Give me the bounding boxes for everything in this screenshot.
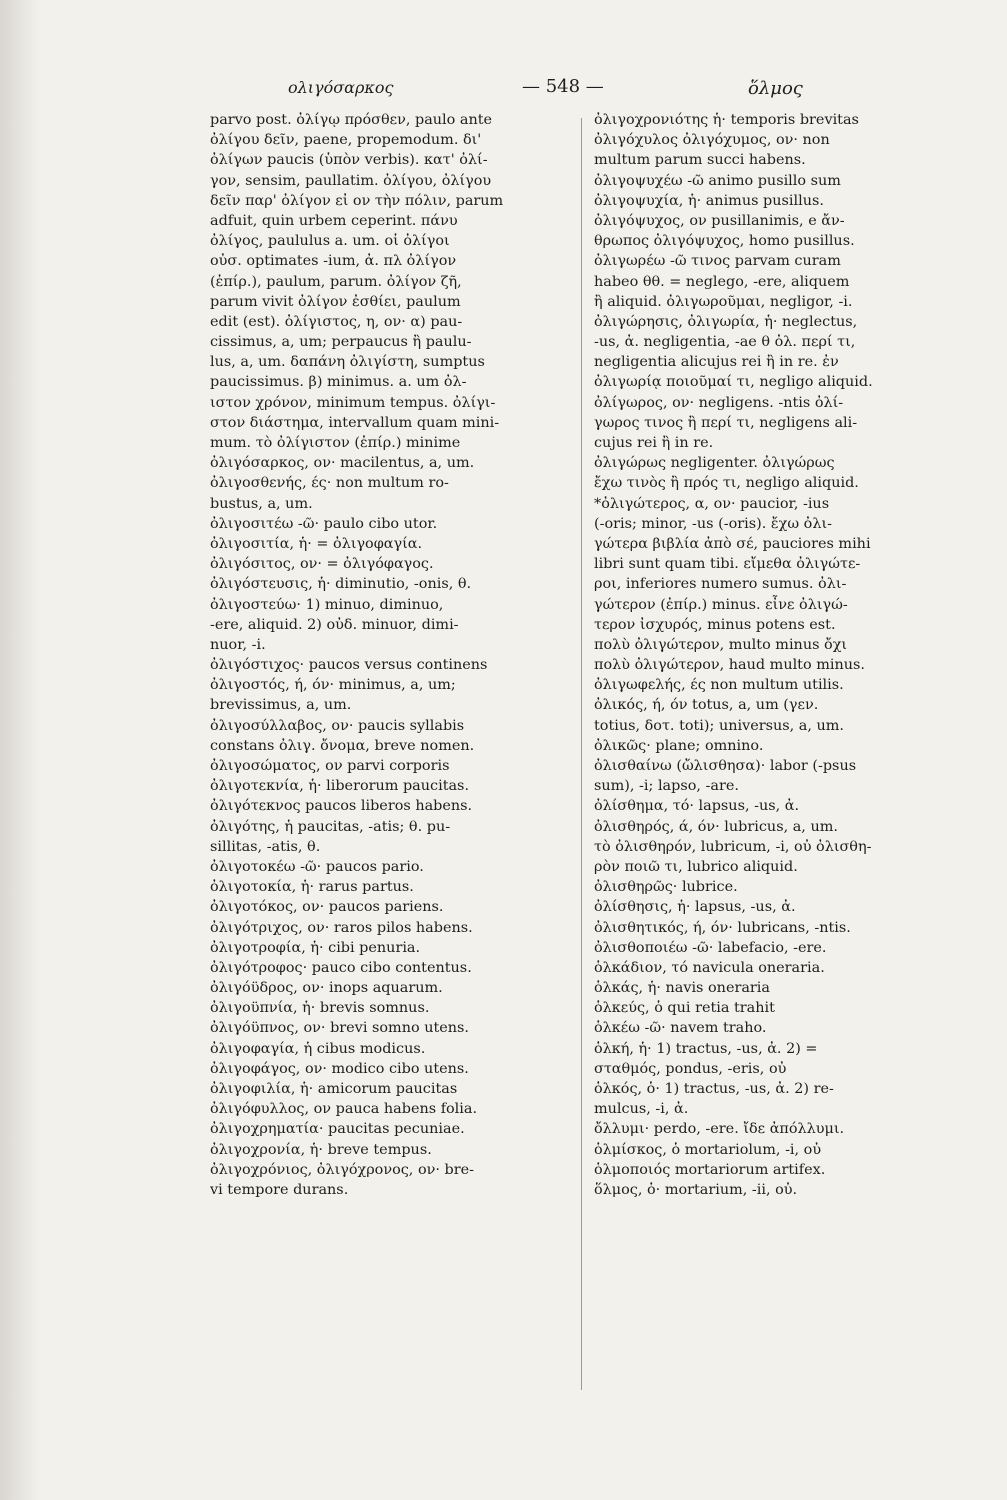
entry-line: ὀλιγοσιτέω -ῶ· paulo cibo utor. xyxy=(210,515,438,532)
entry-line: ὀλιγοστεύω· 1) minuo, diminuo, xyxy=(210,596,444,613)
entry-line: γώτερον (ἐπίρ.) minus. εἶνε ὀλιγώ- xyxy=(594,596,848,613)
entry-line: ὄλλυμι· perdo, -ere. ἴδε ἀπόλλυμι. xyxy=(594,1121,845,1138)
page-number: — 548 — xyxy=(522,76,604,97)
entry-line: ὀλιγοσιτία, ἡ· = ὀλιγοφαγία. xyxy=(210,535,423,552)
entry-line: ὀλιγόχυλος ὀλιγόχυμος, ον· non xyxy=(594,132,830,149)
entry-line: τερον ἰσχυρός, minus potens est. xyxy=(594,616,836,633)
entry-line: ὅλμος, ὁ· mortarium, -ii, οὐ. xyxy=(594,1181,798,1198)
entry-line: ὁλκάς, ἡ· navis oneraria xyxy=(594,980,770,997)
entry-line: ὁλμίσκος, ὁ mortariolum, -i, οὐ xyxy=(594,1141,822,1158)
entry-line: ὀλιγοχρηματία· paucitas pecuniae. xyxy=(210,1121,465,1138)
entry-line: *ὀλιγώτερος, α, ον· paucior, -ius xyxy=(594,495,830,512)
entry-line: ὀλιγόστιχος· paucos versus continens xyxy=(210,657,488,674)
entry-line: vi tempore durans. xyxy=(210,1181,349,1198)
entry-line: ὀλίγος, paululus a. um. οἱ ὀλίγοι xyxy=(210,233,450,250)
entry-line: constans ὀλιγ. ὄνομα, breve nomen. xyxy=(210,737,475,754)
entry-line: multum parum succi habens. xyxy=(594,152,806,169)
entry-line: ὀλιγότροφος· pauco cibo contentus. xyxy=(210,959,472,976)
entry-line: ὀλιγοτεκνία, ἡ· liberorum paucitas. xyxy=(210,778,470,795)
entry-line: ὁλκεύς, ὁ qui retia trahit xyxy=(594,1000,775,1017)
entry-line: θρωπος ὀλιγόψυχος, homo pusillus. xyxy=(594,233,855,250)
entry-line: ὀλιγοτοκία, ἡ· rarus partus. xyxy=(210,879,414,896)
entry-line: ὀλισθηρός, ά, όν· lubricus, a, um. xyxy=(594,818,838,835)
entry-line: bustus, a, um. xyxy=(210,495,313,512)
entry-line: ὀλιγωφελής, ές non multum utilis. xyxy=(594,677,844,694)
entry-line: ὀλίγων paucis (ὑπὸν verbis). κατ' ὀλί- xyxy=(210,152,488,169)
entry-line: ὀλιγότεκνος paucos liberos habens. xyxy=(210,798,473,815)
left-running-head: ολιγόσαρκος xyxy=(288,78,394,97)
entry-line: ὀλιγοφιλία, ἡ· amicorum paucitas xyxy=(210,1081,458,1097)
entry-line: edit (est). ὀλίγιστος, η, ον· α) pau- xyxy=(210,313,463,330)
entry-line: ὀλισθητικός, ή, όν· lubricans, -ntis. xyxy=(594,919,851,936)
entry-line: τὸ ὀλισθηρόν, lubricum, -i, οὐ ὀλισθη- xyxy=(594,838,872,855)
entry-line: ὁλμοποιός mortariorum artifex. xyxy=(594,1161,826,1178)
entry-line: ὀλιγωρέω -ῶ τινος parvam curam xyxy=(594,253,841,270)
entry-line: ὀλιγοτόκος, ον· paucos pariens. xyxy=(210,899,444,916)
entry-line: ὀλισθαίνω (ὤλισθησα)· labor (-psus xyxy=(594,758,857,774)
entry-line: nuor, -i. xyxy=(210,636,266,653)
entry-line: γώτερα βιβλία ἀπὸ σέ, pauciores mihi xyxy=(594,535,871,552)
binding-gutter-shadow xyxy=(0,0,40,1500)
entry-line: ὀλιγωρίᾳ ποιοῦμαί τι, negligo aliquid. xyxy=(594,374,873,391)
entry-line: sum), -i; lapso, -are. xyxy=(594,778,739,795)
entry-line: sillitas, -atis, θ. xyxy=(210,838,321,855)
entry-line: ὀλιγοσύλλαβος, ον· paucis syllabis xyxy=(210,717,465,734)
entry-line: ὀλιγοψυχέω -ῶ animo pusillo sum xyxy=(594,172,841,189)
entry-line: ἔχω τινὸς ἢ πρός τι, negligo aliquid. xyxy=(594,475,859,492)
entry-line: ὀλιγοτοκέω -ῶ· paucos pario. xyxy=(210,858,424,875)
entry-line: ροι, inferiores numero sumus. ὀλι- xyxy=(594,576,847,593)
entry-line: -ere, aliquid. 2) οὐδ. minuor, dimi- xyxy=(210,616,459,633)
entry-line: ὀλιγοστός, ή, όν· minimus, a, um; xyxy=(210,677,456,694)
entry-line: ὀλιγότης, ἡ paucitas, -atis; θ. pu- xyxy=(210,818,451,835)
entry-line: ὀλιγοσθενής, ές· non multum ro- xyxy=(210,475,449,492)
entry-line: ὀλιγοφαγία, ἡ cibus modicus. xyxy=(210,1040,426,1057)
right-column xyxy=(594,110,976,1200)
entry-line: ὀλιγοσώματος, ον parvi corporis xyxy=(210,758,450,774)
entry-line: γον, sensim, paullatim. ὀλίγου, ὀλίγου xyxy=(210,172,492,189)
entry-line: ιστον χρόνον, minimum tempus. ὀλίγι- xyxy=(210,394,496,411)
entry-line: parvo post. ὀλίγῳ πρόσθεν, paulo ante xyxy=(210,112,493,128)
entry-line: ὀλιγώρησις, ὀλιγωρία, ἡ· neglectus, xyxy=(594,313,858,330)
entry-line: ρὸν ποιῶ τι, lubrico aliquid. xyxy=(594,858,798,875)
entry-line: mum. τὸ ὀλίγιστον (ἐπίρ.) minime xyxy=(210,435,461,451)
entry-line: adfuit, quin urbem ceperint. πάνυ xyxy=(210,212,458,229)
entry-line: parum vivit ὀλίγον ἐσθίει, paulum xyxy=(210,293,461,310)
entry-line: libri sunt quam tibi. εἴμεθα ὀλιγώτε- xyxy=(594,556,861,573)
entry-line: ὀλίγου δεῖν, paene, propemodum. δι' xyxy=(210,132,482,149)
entry-line: ὀλιγότριχος, ον· raros pilos habens. xyxy=(210,919,473,936)
entry-line: ὀλιγοτροφία, ἡ· cibi penuria. xyxy=(210,939,421,956)
entry-line: ὀλιγόϋπνος, ον· brevi somno utens. xyxy=(210,1020,469,1037)
entry-line: ὀλισθοποιέω -ῶ· labefacio, -ere. xyxy=(594,939,827,956)
entry-line: ὀλισθηρῶς· lubrice. xyxy=(594,879,738,896)
page-header xyxy=(0,78,1007,108)
entry-line: οὐσ. optimates -ium, ἀ. πλ ὀλίγον xyxy=(210,253,457,270)
entry-line: mulcus, -i, ἀ. xyxy=(594,1101,689,1118)
entry-line: σταθμός, pondus, -eris, οὐ xyxy=(594,1060,787,1077)
entry-line: ὀλιγόστευσις, ἡ· diminutio, -onis, θ. xyxy=(210,576,472,593)
right-running-head: ὅλμος xyxy=(748,78,803,99)
entry-line: ὁλκή, ἡ· 1) tractus, -us, ἀ. 2) = xyxy=(594,1040,818,1057)
entry-line: ὀλικῶς· plane; omnino. xyxy=(594,737,764,754)
entry-line: ὀλιγόψυχος, ον pusillanimis, e ἄν- xyxy=(594,212,845,229)
entry-line: ὀλιγόϋδρος, ον· inops aquarum. xyxy=(210,980,443,997)
entry-line: ὀλιγοχρονιότης ἡ· temporis brevitas xyxy=(594,112,859,128)
entry-line: ὀλιγόφυλλος, ον pauca habens folia. xyxy=(210,1101,478,1118)
entry-line: ὀλιγοχρόνιος, ὀλιγόχρονος, ον· bre- xyxy=(210,1161,474,1178)
entry-line: πολὺ ὀλιγώτερον, multo minus ὄχι xyxy=(594,636,848,653)
column-divider xyxy=(581,118,582,1390)
entry-line: ὁλκέω -ῶ· navem traho. xyxy=(594,1020,767,1037)
entry-line: ἢ aliquid. ὀλιγωροῦμαι, negligor, -i. xyxy=(594,293,853,310)
entry-line: ὀλιγόσαρκος, ον· macilentus, a, um. xyxy=(210,455,475,472)
entry-line: δεῖν παρ' ὀλίγον εἰ ον τὴν πόλιν, parum xyxy=(210,192,504,209)
entry-line: (-oris; minor, -us (-oris). ἔχω ὀλι- xyxy=(594,515,832,532)
entry-line: ὀλίσθημα, τό· lapsus, -us, ἀ. xyxy=(594,798,800,815)
entry-line: ὀλιγόσιτος, ον· = ὀλιγόφαγος. xyxy=(210,556,434,573)
entry-line: ὀλιγοϋπνία, ἡ· brevis somnus. xyxy=(210,1000,430,1017)
entry-line: (ἐπίρ.), paulum, parum. ὀλίγον ζῆ, xyxy=(210,273,462,290)
entry-line: ὀλιγώρως negligenter. ὀλιγώρως xyxy=(594,455,835,472)
entry-line: ὀλιγοψυχία, ἡ· animus pusillus. xyxy=(594,192,824,209)
entry-line: cissimus, a, um; perpaucus ἢ paulu- xyxy=(210,334,472,351)
entry-line: lus, a, um. δαπάνη ὀλιγίστη, sumptus xyxy=(210,354,485,371)
entry-line: -us, ἀ. negligentia, -ae θ ὀλ. περί τι, xyxy=(594,334,856,351)
entry-line: ὀλιγοχρονία, ἡ· breve tempus. xyxy=(210,1141,432,1158)
entry-line: paucissimus. β) minimus. a. um ὀλ- xyxy=(210,374,467,391)
entry-line: totius, δοτ. toti); universus, a, um. xyxy=(594,717,845,734)
entry-line: brevissimus, a, um. xyxy=(210,697,352,714)
entry-line: ὀλίσθησις, ἡ· lapsus, -us, ἀ. xyxy=(594,899,796,916)
entry-line: ὁλκάδιον, τό navicula oneraria. xyxy=(594,959,825,976)
entry-line: γωρος τινος ἢ περί τι, negligens ali- xyxy=(594,414,858,431)
entry-line: ὀλικός, ή, όν totus, a, um (γεν. xyxy=(594,697,819,714)
entry-line: ὀλιγοφάγος, ον· modico cibo utens. xyxy=(210,1060,469,1077)
entry-line: ὀλίγωρος, ον· negligens. -ntis ὀλί- xyxy=(594,394,844,411)
entry-line: negligentia alicujus rei ἢ in re. ἐν xyxy=(594,354,839,371)
left-column xyxy=(210,110,570,1200)
entry-line: cujus rei ἢ in re. xyxy=(594,435,714,451)
entry-line: στον διάστημα, intervallum quam mini- xyxy=(210,414,500,431)
entry-line: ὁλκός, ὁ· 1) tractus, -us, ἀ. 2) re- xyxy=(594,1081,834,1097)
entry-line: πολὺ ὀλιγώτερον, haud multo minus. xyxy=(594,657,865,674)
entry-line: habeo θθ. = neglego, -ere, aliquem xyxy=(594,273,850,290)
